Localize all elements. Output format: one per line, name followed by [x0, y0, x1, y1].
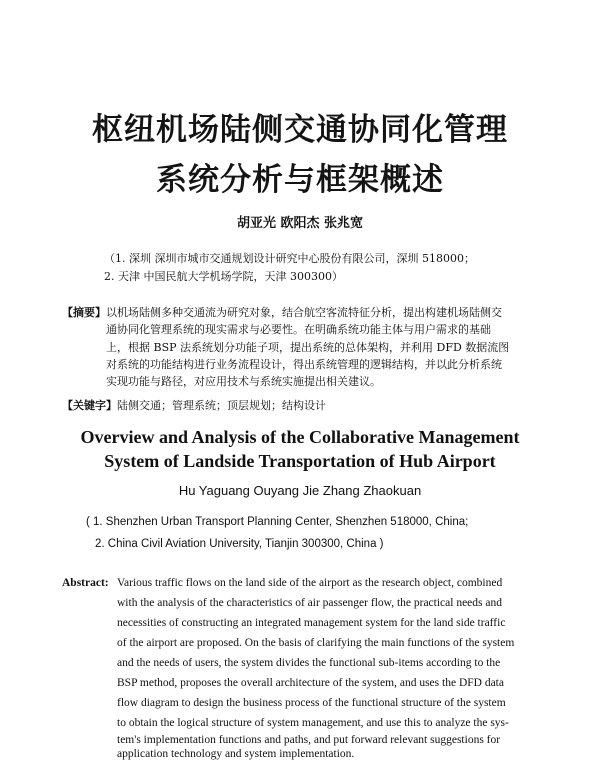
english-abstract-line-3: necessities of constructing an integrated management system for the land side traffic	[117, 617, 506, 629]
chinese-keywords-label: 【关键字】	[62, 399, 117, 412]
chinese-abstract-line-1	[62, 304, 509, 321]
chinese-abstract-label: 【摘要】	[62, 306, 106, 319]
english-abstract-line-4: of the airport are proposed. On the basis of clarifying the main functions of the system	[117, 637, 515, 649]
chinese-authors: 胡亚光 欧阳杰 张兆宽	[236, 216, 364, 231]
chinese-abstract	[62, 304, 509, 390]
english-abstract-line-5: and the needs of users, the system divides the functional sub-items according to the	[117, 657, 501, 669]
english-title-line-1: Overview and Analysis of the Collaborative Management	[80, 427, 520, 447]
chinese-title-line-2: 系统分析与框架概述	[156, 162, 444, 198]
english-abstract-line-8: to obtain the logical structure of system management, and use this to analyze the sys-	[117, 717, 509, 729]
english-abstract-label: Abstract:	[62, 577, 109, 589]
english-abstract-line-7: flow diagram to design the business process of the functional structure of the system	[117, 697, 506, 709]
chinese-abstract-line-4: 对系统的功能结构进行业务流程设计，得出系统管理的逻辑结构，并以此分析系统	[106, 357, 502, 371]
chinese-abstract-line-3: 上，根据 BSP 法系统划分功能子项，提出系统的总体架构，并利用 DFD 数据流图	[106, 340, 510, 354]
english-title-line-2: System of Landside Transportation of Hub Airport	[104, 451, 496, 471]
chinese-keywords-text: 陆侧交通；管理系统；顶层规划；结构设计	[117, 399, 326, 412]
english-affiliation-2: 2. China Civil Aviation University, Tianjin 300300, China )	[95, 538, 384, 550]
english-abstract-line-10: application technology and system implementation.	[117, 748, 355, 760]
chinese-abstract-line-5: 实现功能与路径，对应用技术与系统实施提出相关建议。	[106, 375, 381, 389]
english-authors: Hu Yaguang Ouyang Jie Zhang Zhaokuan	[178, 483, 422, 498]
english-abstract-line-1: Various traffic flows on the land side of the airport as the research object, combined	[117, 577, 503, 589]
chinese-title-line-1: 枢纽机场陆侧交通协同化管理	[92, 112, 508, 148]
english-abstract-line-6: BSP method, proposes the overall architecture of the system, and uses the DFD data	[117, 677, 504, 689]
english-affiliation-1: ( 1. Shenzhen Urban Transport Planning Center, Shenzhen 518000, China;	[86, 516, 469, 528]
chinese-affiliation-1: （1. 深圳 深圳市城市交通规划设计研究中心股份有限公司，深圳 518000；	[104, 252, 475, 265]
chinese-keywords	[62, 397, 326, 413]
english-abstract-line-9: tem's implementation functions and paths, and put forward relevant suggestions for	[117, 734, 501, 746]
chinese-abstract-line-2: 通协同化管理系统的现实需求与必要性。在明确系统功能主体与用户需求的基础	[106, 323, 491, 337]
english-abstract-line-2: with the analysis of the characteristics of air passenger flow, the practical needs and	[117, 597, 502, 609]
chinese-abstract-text: 以机场陆侧多种交通流为研究对象，结合航空客流特征分析，提出构建机场陆侧交	[106, 306, 502, 319]
chinese-affiliation-2: 2. 天津 中国民航大学机场学院，天津 300300）	[104, 270, 343, 283]
